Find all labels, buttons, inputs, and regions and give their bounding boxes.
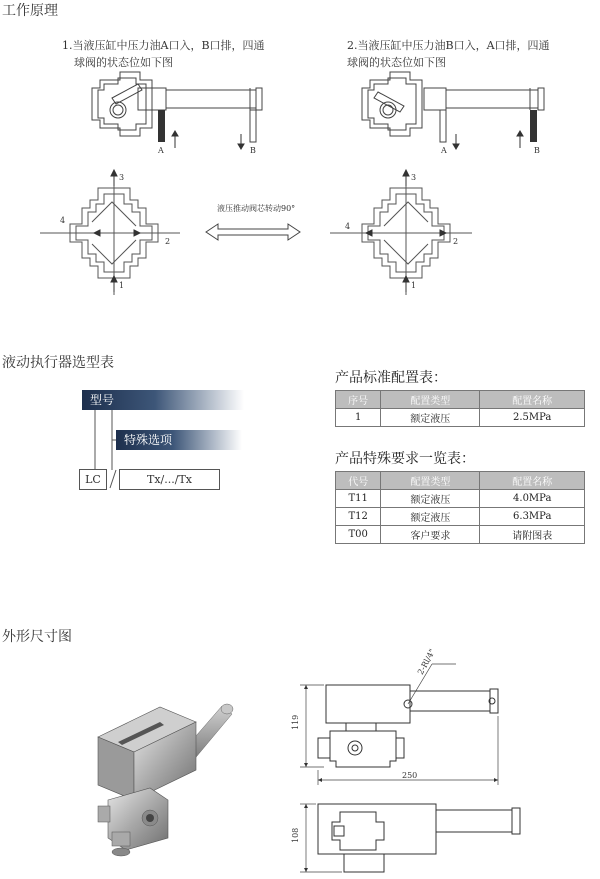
thread-size-label: 2-Rl/4": [416, 647, 438, 677]
table-header-cell: 配置类型: [381, 391, 480, 409]
table-cell: 额定液压: [381, 490, 480, 508]
table-cell: 额定液压: [381, 409, 480, 427]
caption-left-line2: 球阀的状态位如下图: [74, 56, 173, 69]
model-code-box: LC: [79, 469, 107, 490]
model-bar: 型号: [82, 390, 244, 410]
dimension-height-top: 119: [291, 714, 300, 730]
port-4-label-right: 4: [345, 222, 351, 231]
caption-right-line2: 球阀的状态位如下图: [347, 56, 446, 69]
table-header-cell: 配置名称: [480, 391, 585, 409]
table-header-cell: 配置名称: [480, 472, 585, 490]
table-cell: 2.5MPa: [480, 409, 585, 427]
dimension-height-bottom: 108: [291, 827, 300, 843]
table-cell: 6.3MPa: [480, 508, 585, 526]
port-3-label-right: 3: [411, 173, 417, 182]
port-a-label-left: A: [158, 146, 164, 155]
table-header-cell: 代号: [336, 472, 381, 490]
section-title-dimensions: 外形尺寸图: [2, 629, 72, 645]
port-4-label-left: 4: [60, 216, 66, 225]
port-b-label-right: B: [534, 146, 540, 155]
port-1-label-left: 1: [119, 281, 125, 290]
table-header-cell: 配置类型: [381, 472, 480, 490]
section-title-working-principle: 工作原理: [2, 3, 58, 19]
standard-config-title: 产品标准配置表：: [335, 370, 447, 386]
table-cell: 额定液压: [381, 508, 480, 526]
section-title-selection: 液动执行器选型表: [2, 355, 114, 371]
table-cell: 1: [336, 409, 381, 427]
caption-left-line1: 1.当液压缸中压力油A口入，B口排，四通: [62, 39, 265, 52]
port-2-label-right: 2: [453, 237, 459, 246]
table-header-cell: 序号: [336, 391, 381, 409]
options-code-box: Tx/.../Tx: [119, 469, 220, 490]
special-config-title: 产品特殊要求一览表：: [335, 451, 475, 467]
table-cell: T00: [336, 526, 381, 544]
table-cell: 4.0MPa: [480, 490, 585, 508]
table-cell: T11: [336, 490, 381, 508]
port-b-label-left: B: [250, 146, 256, 155]
caption-right-line1: 2.当液压缸中压力油B口入，A口排，四通: [347, 39, 550, 52]
port-3-label-left: 3: [119, 173, 125, 182]
dimension-width: 250: [402, 771, 418, 780]
port-2-label-left: 2: [165, 237, 171, 246]
special-options-bar: 特殊选项: [116, 430, 242, 450]
table-cell: 客户要求: [381, 526, 480, 544]
port-1-label-right: 1: [411, 281, 417, 290]
table-cell: 请附图表: [480, 526, 585, 544]
port-a-label-right: A: [441, 146, 447, 155]
rotation-note: 液压推动阀芯转动90°: [217, 204, 296, 213]
table-cell: T12: [336, 508, 381, 526]
